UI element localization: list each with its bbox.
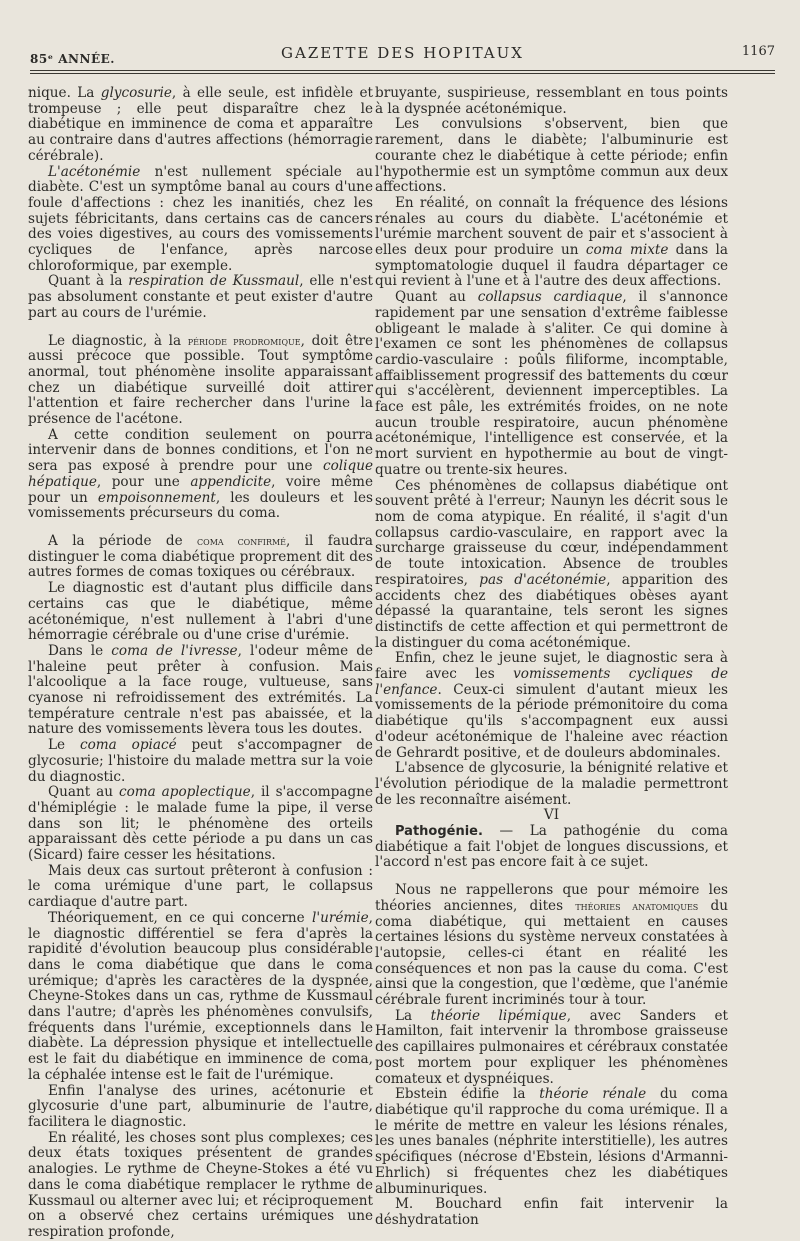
text-segment: En réalité, les choses sont plus complexes; ces deux états toxiques présentent de grandes analogies. Le rythme de Cheyne-Stokes a été vu dans le coma diabétique remplacer le rythme de Kussmaul ou alterner avec lui; et réciproquement on a observé chez certains urémiques une respiration profonde, [28, 1129, 373, 1240]
text-segment: Le diagnostic est d'autant plus difficile dans certains cas que le diabétique, même acétonémique, n'est nullement à l'abri d'une hémorragie cérébrale ou d'une crise d'urémie. [28, 580, 373, 644]
text-segment: M. Bouchard enfin fait intervenir la déshydratation [375, 1196, 728, 1228]
text-segment: , à elle seule, est infidèle et trompeuse ; elle peut disparaître chez le diabétique en imminence de coma et apparaître au contraire dans d'autres affections (hémorragie cérébrale). [28, 85, 373, 164]
text-segment: n'est nullement spéciale au diabète. C'est un symptôme banal au cours d'une foule d'affections : chez les inanitiés, chez les sujets fébricitants, dans certains cas de cancers des voies digestives, au cours des vomissements cycliques de l'enfance, après narcose chloroformique, par exemple. [28, 163, 373, 274]
text-segment: bruyante, suspirieuse, ressemblant en tous points à la dyspnée acétonémique. [375, 85, 728, 117]
text-segment: , doit être aussi précoce que possible. Tout symptôme anormal, tout phénomène insolite apparaissant chez un diabétique surveillé doit attirer l'attention et faire rechercher dans l'urine la présence de l'acétone. [28, 332, 373, 428]
text-segment: glycosurie [100, 85, 172, 101]
paragraph [28, 165, 373, 275]
text-segment: , il s'annonce rapidement par une sensation d'extrême faiblesse obligeant le malade à s'aliter. Ce qui domine à l'examen ce sont les phénomènes de collapsus cardio-vasculaire : poûls filiforme, incomptable, affaiblissement progressif des battements du cœur qui s'accélèrent, deviennent imperceptibles. La face est pâle, les extrémités froides, on ne note aucun trouble respiratoire, aucun phénomène acétonémique, l'intelligence est conservée, et la mort survient en hypothermie au bout de vingt-quatre ou trente-six heures. [375, 289, 728, 478]
header-rule [30, 70, 775, 71]
text-segment: Théoriquement, en ce qui concerne [48, 909, 312, 926]
paragraph [375, 479, 728, 652]
text-segment: A la période de [48, 532, 198, 549]
paragraph [28, 738, 373, 785]
paragraph [28, 864, 373, 911]
paragraph [28, 534, 373, 581]
page-number: 1167 [741, 44, 775, 59]
text-segment: Le diagnostic, à la [48, 332, 188, 349]
text-segment: Dans le [48, 642, 112, 659]
section-heading [375, 808, 728, 824]
right-column [375, 86, 728, 1229]
text-segment: . Ceux-ci simulent d'autant mieux les vomissements de la période prémonitoire du coma diabétique qu'ils s'accompagnent eux aussi d'odeur acétonémique de l'haleine avec réaction de Gehrardt positive, et de douleurs abdominales. [375, 681, 728, 761]
text-segment: nique. La [28, 85, 101, 101]
text-segment: , avec Sanders et Hamilton, fait intervenir la thrombose graisseuse des capillaires pulmonaires et cérébraux constatée post mortem pour expliquer les phénomènes comateux et dyspnéiques. [375, 1007, 728, 1087]
paragraph [28, 86, 373, 165]
text-segment: , pour une [96, 473, 191, 490]
text-segment: collapsus cardiaque [477, 289, 623, 306]
text-segment: Les convulsions s'observent, bien que rarement, dans le diabète; l'albuminurie est courante chez le diabétique à cette période; enfin l'hypothermie est un symptôme commun aux deux affections. [375, 116, 728, 196]
journal-title: GAZETTE DES HOPITAUX [281, 44, 524, 62]
paragraph [28, 334, 373, 428]
text-segment: Quant au [395, 289, 478, 306]
text-segment: , les douleurs et les vomissements précurseurs du coma. [28, 489, 373, 522]
text-segment: du coma diabétique qu'il rapproche du coma urémique. Il a le mérite de mettre en valeur les lésions rénales, les unes banales (néphrite interstitielle), les autres spécifiques (nécrose d'Ebstein, lésions d'Armanni-Ehrlich) si fréquentes chez les diabétiques albuminuriques. [375, 1086, 728, 1197]
text-segment: A cette condition seulement on pourra intervenir dans de bonnes conditions, et l'on ne sera pas exposé à prendre pour une [28, 426, 373, 475]
text-segment: Le [48, 737, 80, 754]
text-segment: , il faudra distinguer le coma diabétique proprement dit des autres formes de comas toxiques ou cérébraux. [28, 532, 373, 581]
text-segment: colique hépatique [28, 458, 373, 490]
text-segment: Nous ne rappellerons que pour mémoire les théories anciennes, dites [375, 882, 728, 914]
text-segment: théories anatomiques [575, 898, 699, 913]
paragraph [375, 1087, 728, 1197]
text-segment: coma mixte [585, 242, 669, 259]
paragraph [28, 581, 373, 644]
text-segment: En réalité, on connaît la fréquence des lésions rénales au cours du diabète. L'acétonémie et l'urémie marchent souvent de pair et s'associent à elles deux pour produire un [375, 194, 728, 259]
paragraph [375, 196, 728, 290]
paragraph [375, 290, 728, 478]
paragraph [28, 1084, 373, 1131]
text-segment: Quant au [48, 784, 119, 801]
text-segment: La [395, 1007, 431, 1024]
text-segment: Ces phénomènes de collapsus diabétique ont souvent prêté à l'erreur; Naunyn les décrit sous le nom de coma atypique. En réalité, il s'agit d'un collapsus cardio-vasculaire, en rapport avec la surcharge graisseuse du cœur, indépendamment de toute intoxication. Absence de troubles respiratoires, [375, 477, 728, 588]
text-segment: du coma diabétique, qui mettaient en causes certaines lésions du système nerveux constatées à l'autopsie, celles-ci étant en réalité les conséquences et non pas la cause du coma. C'est ainsi que la congestion, que l'œdème, que l'anémie cérébrale furent incriminés tour à tour. [375, 897, 729, 1009]
text-segment: Mais deux cas surtout prêteront à confusion : le coma urémique d'une part, le collapsus cardiaque d'autre part. [28, 862, 373, 911]
text-segment: , elle n'est pas absolument constante et peut exister d'autre part au cours de l'urémie. [28, 273, 373, 321]
text-segment: , apparition des accidents chez des diabétiques obèses ayant dépassé la quarantaine, tels seront les signes distinctifs de cette affection et qui permettront de la distinguer du coma acétonémique. [375, 571, 728, 651]
text-segment: Pathogénie. [395, 824, 483, 840]
text-segment: , l'odeur même de l'haleine peut prêter à confusion. Mais l'alcoolique a la face rouge, vultueuse, sans cyanose ni refroidissement des extrémités. La température centrale n'est pas abaissée, et la nature des vomissements lèvera tous les doutes. [28, 642, 373, 738]
text-segment: coma opiacé [79, 737, 177, 754]
text-segment: vomissements cycliques de l'enfance [375, 666, 728, 698]
text-segment: , voire même pour un [28, 473, 373, 506]
page-header [30, 40, 775, 68]
text-segment: empoisonnement [97, 489, 216, 506]
text-segment: appendicite [190, 473, 272, 490]
text-segment: théorie lipémique [430, 1007, 567, 1024]
text-segment: coma apoplectique [118, 784, 251, 801]
paragraph [28, 644, 373, 738]
text-segment: respiration de Kussmaul [128, 273, 300, 290]
header-rule-double [30, 73, 775, 74]
text-segment: , il s'accompagne d'hémiplégie : le malade fume la pipe, il verse dans son lit; le phénomène des orteils apparaissant dès cette période a pu dans un cas (Sicard) faire cesser les hésitations. [28, 784, 373, 864]
paragraph [375, 1197, 728, 1228]
paragraph [28, 911, 373, 1084]
text-segment: L'acétonémie [48, 163, 141, 180]
text-segment: coma de l'ivresse [111, 642, 238, 659]
paragraph [375, 883, 728, 1009]
paragraph [28, 428, 373, 522]
paragraph [28, 1131, 373, 1241]
text-segment: période prodromique [187, 333, 301, 348]
text-segment: pas d'acétonémie [479, 571, 607, 588]
text-segment: Enfin l'analyse des urines, acétonurie et glycosurie d'une part, albuminurie de l'autre, facilitera le diagnostic. [28, 1082, 373, 1130]
left-column [28, 86, 373, 1241]
text-segment: L'absence de glycosurie, la bénignité relative et l'évolution périodique de la maladie permettront de les reconnaître aisément. [375, 760, 728, 808]
paragraph [375, 761, 728, 808]
paragraph [28, 785, 373, 864]
paragraph [28, 274, 373, 321]
text-segment: — La pathogénie du coma diabétique a fait l'objet de longues discussions, et l'accord n'est pas encore fait à ce sujet. [375, 823, 728, 871]
text-segment: Quant à la [48, 273, 129, 290]
paragraph [375, 824, 728, 871]
text-segment: Ebstein édifie la [395, 1086, 540, 1103]
text-segment: théorie rénale [539, 1086, 647, 1103]
paragraph [375, 651, 728, 761]
paragraph [375, 1009, 728, 1088]
paragraph [375, 117, 728, 196]
text-segment: VI [543, 807, 560, 824]
text-segment: peut s'accompagner de glycosurie; l'histoire du malade mettra sur la voie du diagnostic. [28, 737, 373, 785]
paragraph [375, 86, 728, 117]
text-segment: coma confirmé [197, 533, 287, 548]
text-segment: , le diagnostic différentiel se fera d'après la rapidité d'évolution beaucoup plus considérable dans le coma diabétique que dans le coma urémique; d'après les caractères de la dyspnée, Cheyne-Stokes dans un cas, rythme de Kussmaul dans l'autre; d'après les phénomènes convulsifs, fréquents dans l'urémie, exceptionnels dans le diabète. La dépression physique et intellectuelle est le fait du diabétique en imminence de coma, la céphalée intense est le fait de l'urémique. [28, 909, 373, 1083]
text-segment: dans la symptomatologie duquel il faudra départager ce qui revient à l'une et à l'autre des deux affections. [375, 242, 728, 290]
text-segment: l'urémie [312, 909, 369, 926]
text-segment: Enfin, chez le jeune sujet, le diagnostic sera à faire avec les [375, 650, 728, 683]
year-label: 85ᵉ ANNÉE. [30, 52, 115, 66]
